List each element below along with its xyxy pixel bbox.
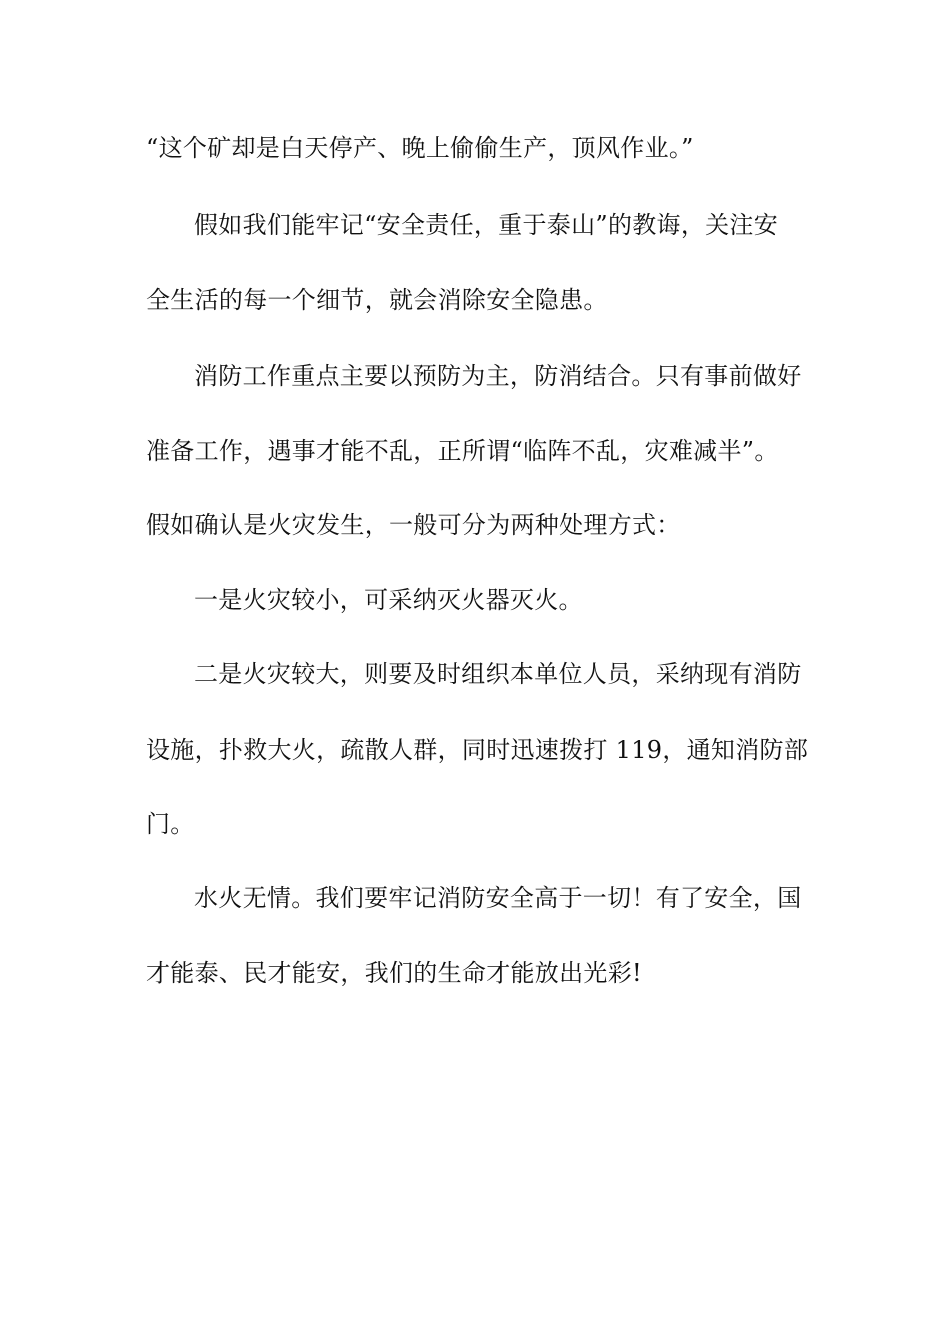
text-line: 准备工作，遇事才能不乱，正所谓“临阵不乱，灾难减半”。	[146, 437, 779, 465]
text-line: 设施，扑救大火，疏散人群，同时迅速拨打 119，通知消防部	[146, 736, 809, 764]
text-line: 门。	[146, 810, 195, 838]
text-line: 假如确认是火灾发生，一般可分为两种处理方式：	[146, 511, 681, 539]
text-line: 二是火灾较大，则要及时组织本单位人员，采纳现有消防	[194, 660, 802, 688]
text-line: 一是火灾较小，可采纳灭火器灭火。	[194, 586, 583, 614]
text-line: 假如我们能牢记“安全责任，重于泰山”的教诲，关注安	[194, 211, 779, 239]
text-line: “这个矿却是白天停产、晚上偷偷生产，顶风作业。”	[146, 134, 694, 162]
text-line: 水火无情。我们要牢记消防安全高于一切！有了安全，国	[194, 884, 802, 912]
text-line: 全生活的每一个细节，就会消除安全隐患。	[146, 286, 608, 314]
text-line: 才能泰、民才能安，我们的生命才能放出光彩!	[146, 959, 642, 987]
text-line: 消防工作重点主要以预防为主，防消结合。只有事前做好	[194, 362, 802, 390]
